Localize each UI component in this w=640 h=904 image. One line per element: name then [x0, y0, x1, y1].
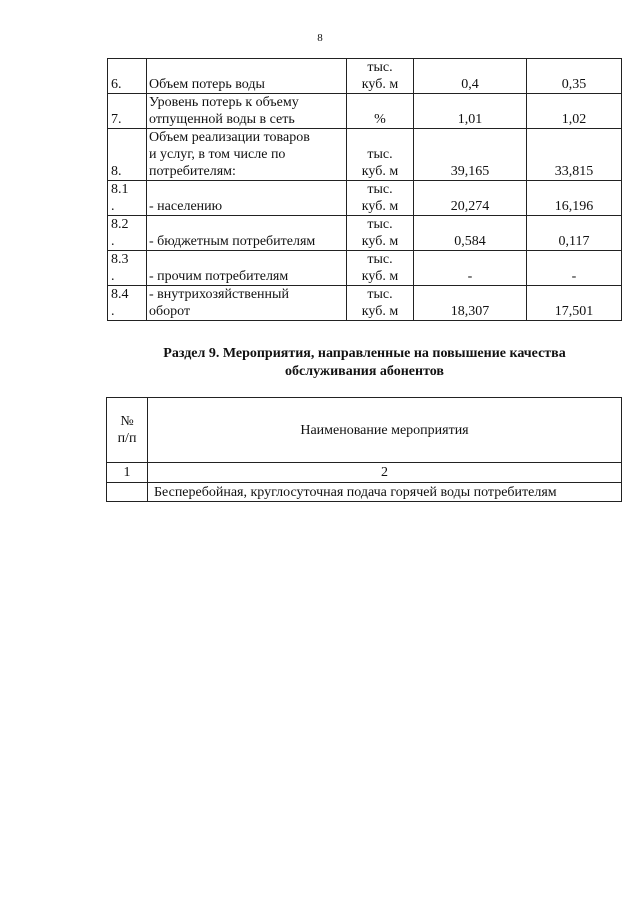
row-value-2-cell: 0,117: [527, 216, 622, 251]
row-name-line: - населению: [149, 199, 223, 214]
row-value-1-cell: 1,01: [414, 94, 527, 129]
row-unit-line: %: [374, 112, 386, 127]
row-value-2-cell: 17,501: [527, 286, 622, 321]
table-row: [108, 216, 622, 251]
row-name-line: - бюджетным потребителям: [149, 234, 316, 249]
row-number-cell: 8.1 .: [108, 181, 147, 216]
row-unit-cell: [347, 216, 414, 251]
row-unit-line: тыс.: [367, 147, 393, 162]
row-unit-line: тыс.: [367, 252, 393, 267]
row-name-cell: [147, 251, 347, 286]
row-unit-line: куб. м: [361, 199, 399, 214]
row-unit-cell: [347, 59, 414, 94]
row-unit-line: тыс.: [367, 287, 393, 302]
measure-text-cell: Бесперебойная, круглосуточная подача горячей воды потребителям: [148, 483, 622, 502]
row-name-line: Объем потерь воды: [149, 77, 265, 92]
row-name-line: и услуг, в том числе по: [149, 147, 286, 162]
row-name-line: - внутрихозяйственный: [149, 287, 289, 302]
row-number-cell: 8.4 .: [108, 286, 147, 321]
row-unit-line: куб. м: [361, 164, 399, 179]
index-name-cell: 2: [148, 463, 622, 483]
row-unit-line: куб. м: [361, 269, 399, 284]
page-number: 8: [317, 32, 323, 44]
row-name-cell: [147, 94, 347, 129]
row-unit-cell: [347, 129, 414, 181]
row-name-cell: [147, 286, 347, 321]
row-unit-cell: [347, 251, 414, 286]
row-value-1-cell: 0,4: [414, 59, 527, 94]
measures-header-row: [107, 398, 622, 463]
table-row: [108, 129, 622, 181]
row-unit-line: тыс.: [367, 60, 393, 75]
row-number-cell: 6.: [108, 59, 147, 94]
row-name-cell: [147, 59, 347, 94]
index-num-cell: 1: [107, 463, 148, 483]
row-unit-cell: [347, 94, 414, 129]
table-row: [108, 251, 622, 286]
header-num-cell: № п/п: [107, 398, 148, 463]
measures-row: [107, 483, 622, 502]
losses-sales-table: [107, 58, 622, 321]
row-number-cell: 8.2 .: [108, 216, 147, 251]
row-value-2-cell: 16,196: [527, 181, 622, 216]
measures-table: [106, 397, 622, 502]
row-unit-line: тыс.: [367, 182, 393, 197]
row-number-cell: 8.: [108, 129, 147, 181]
row-value-2-cell: 0,35: [527, 59, 622, 94]
table-row: [108, 94, 622, 129]
row-name-line: Уровень потерь к объему: [149, 95, 299, 110]
section-9-title: [107, 345, 622, 381]
row-name-line: отпущенной воды в сеть: [149, 112, 295, 127]
row-value-2-cell: 33,815: [527, 129, 622, 181]
section-title-line-1: Раздел 9. Мероприятия, направленные на повышение качества: [163, 346, 566, 361]
row-value-1-cell: -: [414, 251, 527, 286]
row-name-line: оборот: [149, 304, 191, 319]
section-title-line-2: обслуживания абонентов: [285, 364, 444, 379]
row-name-cell: [147, 181, 347, 216]
row-name-cell: [147, 216, 347, 251]
table-row: [108, 59, 622, 94]
row-value-1-cell: 0,584: [414, 216, 527, 251]
row-number-cell: 8.3 .: [108, 251, 147, 286]
measure-num-cell: [107, 483, 148, 502]
row-name-line: - прочим потребителям: [149, 269, 289, 284]
row-name-line: Объем реализации товаров: [149, 130, 310, 145]
row-value-1-cell: 18,307: [414, 286, 527, 321]
row-value-2-cell: 1,02: [527, 94, 622, 129]
row-name-cell: [147, 129, 347, 181]
row-unit-cell: [347, 286, 414, 321]
table-row: [108, 286, 622, 321]
header-name-cell: Наименование мероприятия: [148, 398, 622, 463]
row-unit-line: куб. м: [361, 304, 399, 319]
row-value-1-cell: 20,274: [414, 181, 527, 216]
measures-index-row: [107, 463, 622, 483]
row-name-line: потребителям:: [149, 164, 236, 179]
row-unit-cell: [347, 181, 414, 216]
row-unit-line: куб. м: [361, 77, 399, 92]
row-value-2-cell: -: [527, 251, 622, 286]
row-unit-line: тыс.: [367, 217, 393, 232]
row-number-cell: 7.: [108, 94, 147, 129]
row-value-1-cell: 39,165: [414, 129, 527, 181]
row-unit-line: куб. м: [361, 234, 399, 249]
table-row: [108, 181, 622, 216]
